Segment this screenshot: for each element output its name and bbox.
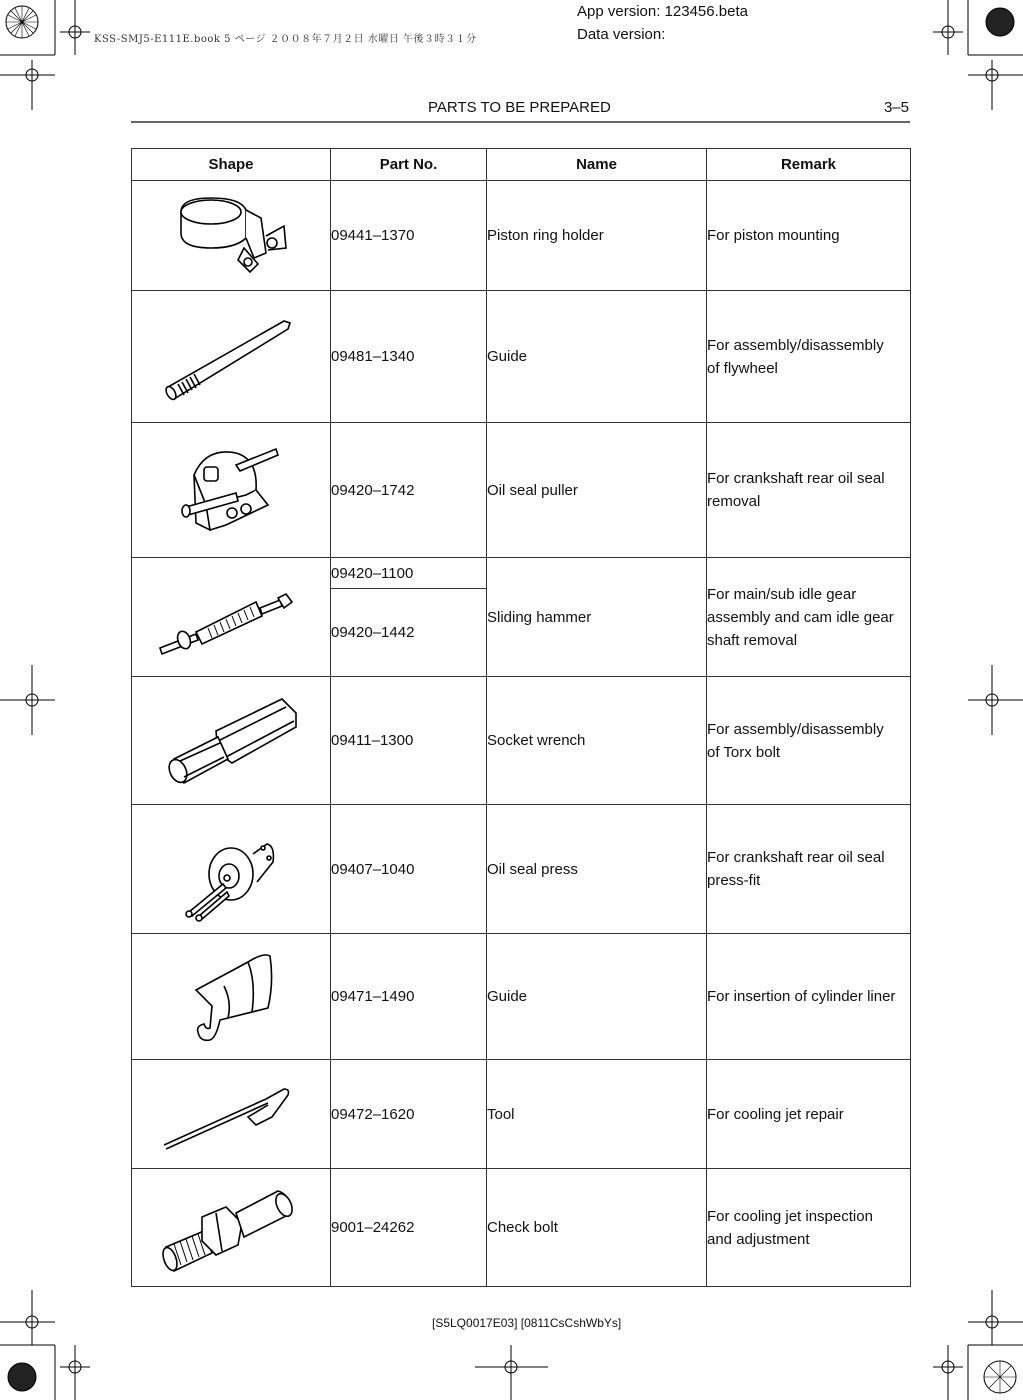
column-header-part-no: Part No.: [331, 149, 487, 181]
remark-line: For insertion of cylinder liner: [707, 988, 896, 1005]
check-bolt-icon: [156, 1173, 306, 1283]
part-name: Oil seal puller: [487, 423, 707, 558]
remark-line: For assembly/disassembly: [707, 336, 884, 354]
part-number: 09420–1742: [331, 423, 487, 558]
part-name: Piston ring holder: [487, 181, 707, 291]
part-remark: [707, 558, 911, 677]
remark-line: For piston mounting: [707, 227, 840, 244]
part-number: 09411–1300: [331, 677, 487, 805]
table-row: [132, 1060, 911, 1169]
part-name: Check bolt: [487, 1169, 707, 1287]
app-version-label: App version: 123456.beta: [577, 3, 748, 20]
remark-line: For assembly/disassembly: [707, 720, 884, 738]
page-title: PARTS TO BE PREPARED: [428, 99, 611, 116]
shape-cell: [132, 423, 331, 558]
remark-line: For main/sub idle gear: [707, 585, 857, 603]
remark-line: For cooling jet inspection: [707, 1207, 873, 1225]
part-remark: [707, 805, 911, 934]
table-row: [132, 677, 911, 805]
part-remark: [707, 423, 911, 558]
column-header-shape: Shape: [132, 149, 331, 181]
header-rule: [131, 121, 910, 123]
remark-line: For crankshaft rear oil seal: [707, 849, 885, 866]
shape-cell: [132, 805, 331, 934]
part-remark: [707, 181, 911, 291]
remark-line: For cooling jet repair: [707, 1105, 844, 1123]
sliding-hammer-icon: [156, 572, 306, 662]
shape-cell: [132, 181, 331, 291]
shape-cell: [132, 1060, 331, 1169]
print-info: KSS-SMJ5-E111E.book 5 ページ ２００８年７月２日 水曜日 午後３時３１分: [94, 34, 477, 45]
piston-ring-holder-icon: [166, 188, 296, 284]
remark-line: For crankshaft rear oil seal: [707, 470, 885, 487]
part-number: 09407–1040: [331, 805, 487, 934]
oil-seal-press-icon: [171, 814, 291, 924]
part-remark: [707, 291, 911, 423]
data-version-label: Data version:: [577, 26, 666, 43]
column-header-name: Name: [487, 149, 707, 181]
page-number: 3–5: [883, 99, 909, 116]
part-name: Oil seal press: [487, 805, 707, 934]
cooling-jet-tool-icon: [156, 1069, 306, 1159]
torx-socket-wrench-icon: [156, 691, 306, 791]
part-name: Guide: [487, 934, 707, 1060]
part-number: 09471–1490: [331, 934, 487, 1060]
table-row: [132, 181, 911, 291]
shape-cell: [132, 291, 331, 423]
part-remark: [707, 934, 911, 1060]
remark-line: of Torx bolt: [707, 743, 781, 761]
footer-code: [S5LQ0017E03] [0811CsCshWbYs]: [432, 1316, 622, 1330]
table-row: [132, 291, 911, 423]
table-row: [132, 805, 911, 934]
remark-line: of flywheel: [707, 359, 778, 377]
part-name: Tool: [487, 1060, 707, 1169]
cylinder-liner-guide-icon: [176, 942, 286, 1052]
remark-line: press-fit: [707, 872, 761, 889]
part-number: 9001–24262: [331, 1169, 487, 1287]
part-remark: [707, 1060, 911, 1169]
table-row: [132, 558, 911, 589]
part-name: Sliding hammer: [487, 558, 707, 677]
flywheel-guide-pin-icon: [156, 307, 306, 407]
remark-line: shaft removal: [707, 631, 798, 649]
oil-seal-puller-icon: [166, 435, 296, 545]
part-remark: [707, 1169, 911, 1287]
remark-line: and adjustment: [707, 1230, 810, 1248]
part-number: 09481–1340: [331, 291, 487, 423]
table-row: [132, 423, 911, 558]
part-name: Socket wrench: [487, 677, 707, 805]
shape-cell: [132, 677, 331, 805]
shape-cell: [132, 934, 331, 1060]
part-name: Guide: [487, 291, 707, 423]
shape-cell: [132, 558, 331, 677]
remark-line: removal: [707, 493, 761, 510]
part-number: 09420–1100: [331, 558, 487, 589]
part-remark: [707, 677, 911, 805]
table-row: [132, 1169, 911, 1287]
remark-line: assembly and cam idle gear: [707, 608, 894, 626]
table-header-row: [132, 149, 911, 181]
part-number: 09420–1442: [331, 589, 487, 677]
part-number: 09472–1620: [331, 1060, 487, 1169]
parts-table: [131, 148, 911, 1287]
table-row: [132, 934, 911, 1060]
shape-cell: [132, 1169, 331, 1287]
part-number: 09441–1370: [331, 181, 487, 291]
column-header-remark: Remark: [707, 149, 911, 181]
